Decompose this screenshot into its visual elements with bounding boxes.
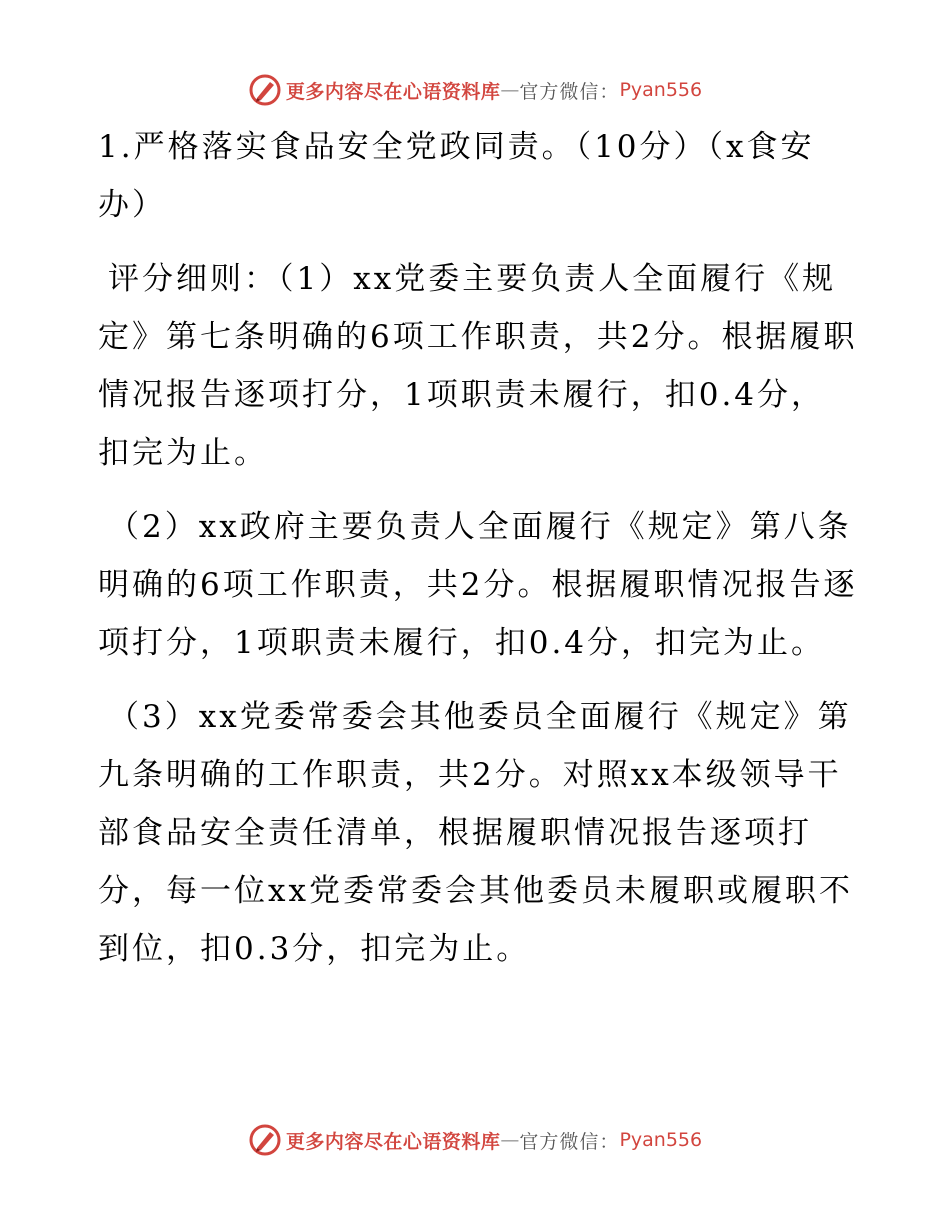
watermark-wechat-label: 官方微信： — [519, 1130, 620, 1153]
watermark-wechat-id: Pyan556 — [619, 79, 703, 101]
pen-circle-logo-icon — [248, 1123, 282, 1157]
watermark-wechat-label: 官方微信： — [519, 80, 620, 103]
scoring-item-1: 评分细则：（1）xx党委主要负责人全面履行《规定》第七条明确的6项工作职责，共2分。根据履职情况报告逐项打分，1项职责未履行，扣0.4分，扣完为止。 — [98, 261, 858, 471]
watermark-wechat-id: Pyan556 — [619, 1129, 703, 1151]
section-heading: 1.严格落实食品安全党政同责。（10分）（x食安办） — [98, 129, 815, 223]
watermark-separator: — — [500, 1129, 520, 1151]
scoring-item-2: （2）xx政府主要负责人全面履行《规定》第八条明确的6项工作职责，共2分。根据履职情况报告逐项打分，1项职责未履行，扣0.4分，扣完为止。 — [98, 509, 858, 661]
watermark-separator: — — [500, 79, 520, 101]
footer-watermark — [0, 1120, 950, 1160]
scoring-item-3: （3）xx党委常委会其他委员全面履行《规定》第九条明确的工作职责，共2分。对照xx本级领导干部食品安全责任清单，根据履职情况报告逐项打分，每一位xx党委常委会其他委员未履职或履职不到位，扣0.3分，扣完为止。 — [98, 699, 853, 967]
watermark-main-text: 更多内容尽在心语资料库 — [285, 1130, 501, 1153]
document-body — [98, 118, 858, 994]
pen-circle-logo-icon — [248, 73, 282, 107]
watermark-main-text: 更多内容尽在心语资料库 — [285, 80, 501, 103]
header-watermark — [0, 70, 950, 110]
